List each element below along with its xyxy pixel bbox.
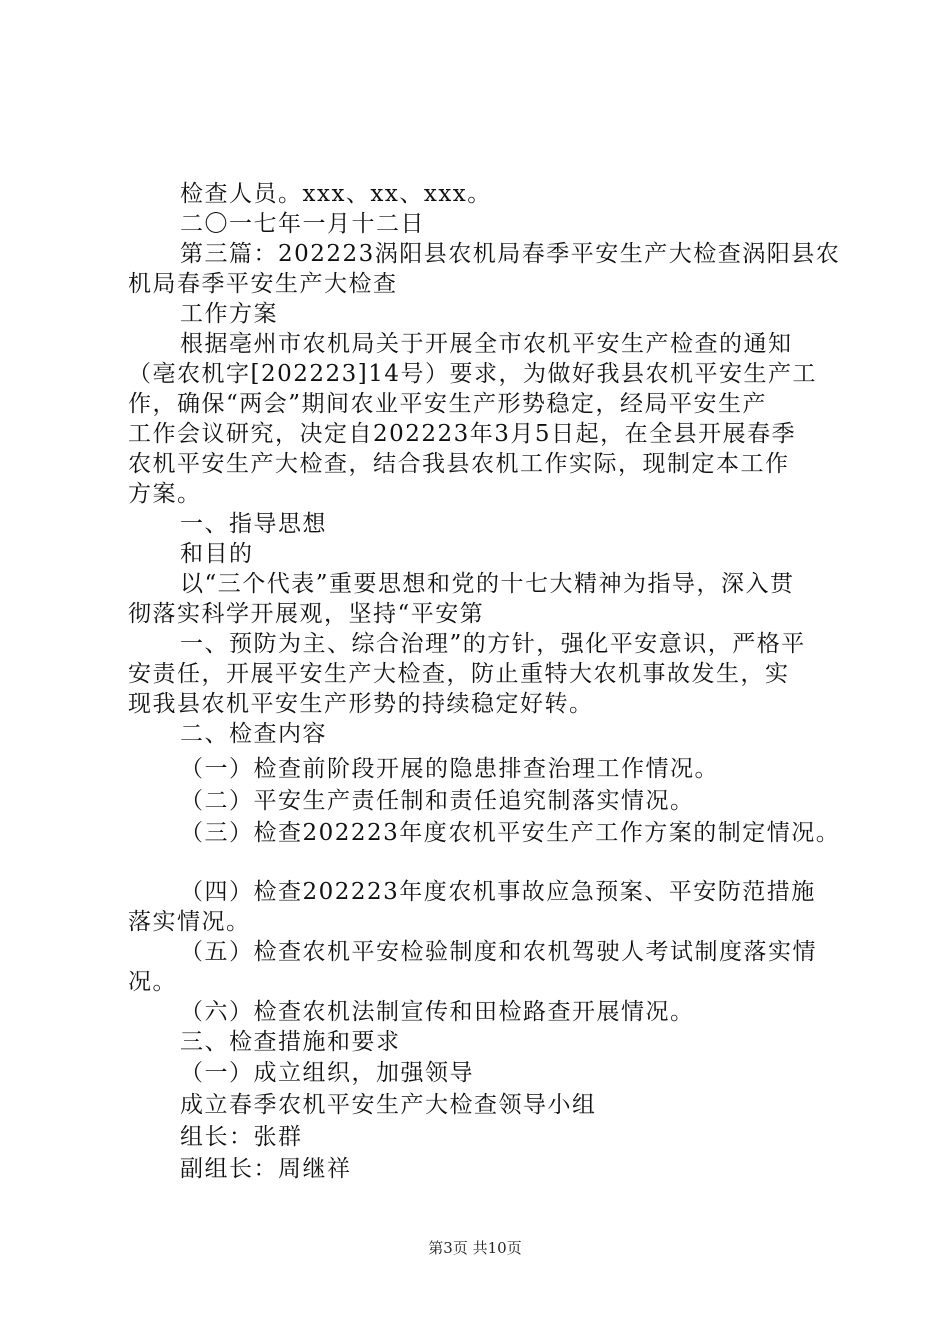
page-footer: 第3页 共10页 bbox=[428, 1239, 522, 1257]
text-line-27: （六）检查农机法制宣传和田检路查开展情况。 bbox=[180, 999, 695, 1025]
text-line-28: 三、检查措施和要求 bbox=[180, 1029, 401, 1055]
text-line-15: 彻落实科学开展观，坚持“平安第 bbox=[128, 601, 485, 627]
text-line-26: 况。 bbox=[128, 969, 177, 995]
text-line-24: 落实情况。 bbox=[128, 909, 251, 935]
text-line-13: 和目的 bbox=[180, 541, 254, 567]
text-line-8: 作，确保“两会”期间农业平安生产形势稳定，经局平安生产 bbox=[128, 391, 768, 417]
text-line-10: 农机平安生产大检查，结合我县农机工作实际，现制定本工作 bbox=[128, 451, 790, 477]
text-line-20: （一）检查前阶段开展的隐患排查治理工作情况。 bbox=[180, 756, 719, 782]
text-line-6: 根据亳州市农机局关于开展全市农机平安生产检查的通知 bbox=[180, 331, 793, 357]
text-line-17: 安责任，开展平安生产大检查，防止重特大农机事故发生，实 bbox=[128, 661, 790, 687]
text-line-12: 一、指导思想 bbox=[180, 511, 327, 537]
text-line-3: 第三篇：202223涡阳县农机局春季平安生产大检查涡阳县农 bbox=[180, 241, 841, 267]
text-line-14: 以“三个代表”重要思想和党的十七大精神为指导，深入贯 bbox=[180, 571, 795, 597]
text-line-7: （亳农机字[202223]14号）要求，为做好我县农机平安生产工 bbox=[128, 361, 818, 387]
text-line-4: 机局春季平安生产大检查 bbox=[128, 271, 398, 297]
text-line-18: 现我县农机平安生产形势的持续稳定好转。 bbox=[128, 691, 594, 717]
text-line-29: （一）成立组织，加强领导 bbox=[180, 1060, 474, 1086]
text-line-31: 组长：张群 bbox=[180, 1124, 303, 1150]
text-line-30: 成立春季农机平安生产大检查领导小组 bbox=[180, 1092, 597, 1118]
text-line-16: 一、预防为主、综合治理”的方针，强化平安意识，严格平 bbox=[180, 631, 806, 657]
text-line-22: （三）检查202223年度农机平安生产工作方案的制定情况。 bbox=[180, 820, 841, 846]
text-line-2: 二〇一七年一月十二日 bbox=[180, 211, 425, 237]
text-line-9: 工作会议研究，决定自202223年3月5日起，在全县开展春季 bbox=[128, 421, 797, 447]
text-line-1: 检查人员。xxx、xx、xxx。 bbox=[180, 181, 492, 207]
text-line-11: 方案。 bbox=[128, 481, 202, 507]
text-line-19: 二、检查内容 bbox=[180, 721, 327, 747]
text-line-5: 工作方案 bbox=[180, 301, 278, 327]
text-line-25: （五）检查农机平安检验制度和农机驾驶人考试制度落实情 bbox=[180, 939, 817, 965]
text-line-21: （二）平安生产责任制和责任追究制落实情况。 bbox=[180, 788, 695, 814]
text-line-23: （四）检查202223年度农机事故应急预案、平安防范措施 bbox=[180, 879, 816, 905]
text-line-32: 副组长：周继祥 bbox=[180, 1156, 352, 1182]
